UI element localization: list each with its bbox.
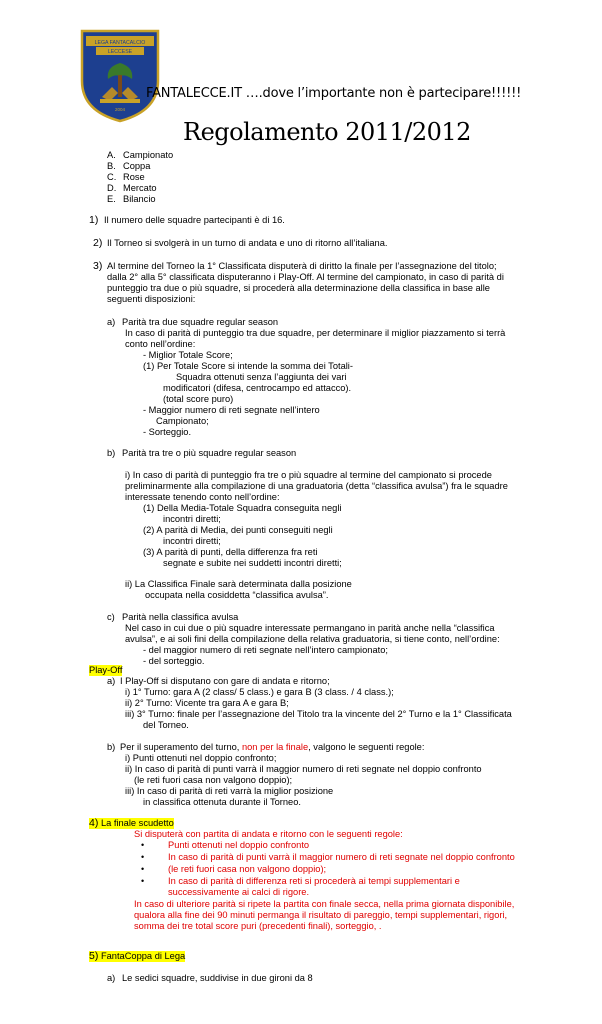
subsection-label: b) (107, 742, 116, 752)
section-number: 5) (89, 950, 99, 962)
section-outro: somma dei tre total score puri (precedenti finali), sorteggio, . (134, 921, 382, 931)
bullet-item: successivamente ai calci di rigore. (168, 887, 310, 897)
section-outro: In caso di ulteriore parità si ripete la partita con finale secca, nella prima giornata disponibile, (134, 899, 515, 909)
section-intro: Si disputerà con partita di andata e ritorno con le seguenti regole: (134, 829, 403, 839)
subsection-title: I Play-Off si disputano con gare di andata e ritorno; (120, 676, 330, 686)
subsection-line: interessate tenendo conto nell’ordine: (125, 492, 280, 502)
toc-letter: C. (107, 172, 117, 182)
subsection-line: ii) In caso di parità di punti varrà il maggior numero di reti segnate nel doppio confronto (125, 764, 482, 774)
toc-item: Rose (123, 172, 145, 182)
subsection-line: avulsa”, e ai soli fini della compilazione della relativa graduatoria, si tiene conto, nell’ordine: (125, 634, 500, 644)
bullet-item: In caso di parità di differenza reti si procederà ai tempi supplementari e (168, 876, 460, 886)
section-heading-text: La finale scudetto (100, 818, 174, 828)
section-5-heading (89, 951, 185, 962)
lega-fantacalcio-leccese-logo (78, 27, 162, 123)
subsection-line: (le reti fuori casa non valgono doppio); (134, 775, 293, 785)
toc-letter: A. (107, 150, 116, 160)
logo-banner-line2: LECCESE (107, 49, 133, 55)
section-line: Al termine del Torneo la 1° Classificata disputerà di diritto la finale per l’assegnazione del titolo; (107, 261, 497, 271)
section-heading-text: FantaCoppa di Lega (100, 951, 186, 961)
section-text: Il Torneo si svolgerà in un turno di andata e uno di ritorno all’italiana. (107, 238, 388, 248)
site-header: FANTALECCE.IT ….dove l’importante non è partecipare!!!!!! (146, 86, 522, 101)
subsection-label: c) (107, 612, 115, 622)
bullet-icon: • (141, 876, 145, 886)
bullet-icon: • (141, 864, 145, 874)
toc-item: Campionato (123, 150, 174, 160)
subsection-label: a) (107, 676, 116, 686)
subsection-line: (1) Per Totale Score si intende la somma dei Totali- (143, 361, 353, 371)
subsection-line: (total score puro) (163, 394, 234, 404)
section-outro: qualora alla fine dei 90 minuti permanga il risultato di pareggio, tempi supplementari, rigori, (134, 910, 508, 920)
bullet-icon: • (141, 840, 145, 850)
toc-letter: E. (107, 194, 116, 204)
subsection-line: occupata nella cosiddetta “classifica avulsa”. (145, 590, 329, 600)
subsection-line: conto nell’ordine: (125, 339, 196, 349)
section-4-heading (89, 818, 174, 829)
toc-letter: B. (107, 161, 116, 171)
section-number: 1) (89, 214, 99, 226)
subsection-line: - del sorteggio. (143, 656, 205, 666)
bullet-item: Punti ottenuti nel doppio confronto (168, 840, 310, 850)
bullet-item: (le reti fuori casa non valgono doppio); (168, 864, 327, 874)
subsection-title: Le sedici squadre, suddivise in due gironi da 8 (122, 973, 313, 983)
logo-banner-line1: LEGA FANTACALCIO (94, 40, 146, 46)
subsection-line: ii) 2° Turno: Vicente tra gara A e gara B; (125, 698, 289, 708)
rule-text: , valgono le seguenti regole: (308, 742, 425, 752)
subsection-line: modificatori (difesa, centrocampo ed attacco). (163, 383, 352, 393)
page-title: Regolamento 2011/2012 (183, 118, 471, 146)
subsection-label: a) (107, 973, 116, 983)
subsection-line: iii) In caso di parità di reti varrà la miglior posizione (125, 786, 334, 796)
subsection-line: incontri diretti; (163, 514, 221, 524)
section-number: 4) (89, 817, 99, 829)
rule-text-red: non per la finale (241, 742, 309, 752)
toc-item: Mercato (123, 183, 157, 193)
toc-item: Coppa (123, 161, 151, 171)
section-number: 2) (93, 237, 103, 249)
subsection-line: (1) Della Media-Totale Squadra conseguita negli (143, 503, 342, 513)
bullet-icon: • (141, 852, 145, 862)
toc-letter: D. (107, 183, 117, 193)
subsection-title (120, 742, 424, 753)
subsection-line: in classifica ottenuta durante il Torneo. (143, 797, 301, 807)
subsection-line: - Maggior numero di reti segnate nell’intero (143, 405, 320, 415)
subsection-line: ii) La Classifica Finale sarà determinata dalla posizione (125, 579, 352, 589)
logo-year: 2004 (114, 107, 126, 112)
bullet-item: In caso di parità di punti varrà il maggior numero di reti segnate nel doppio confronto (168, 852, 515, 862)
toc-item: Bilancio (123, 194, 156, 204)
section-text: Il numero delle squadre partecipanti è di 16. (104, 215, 285, 225)
subsection-line: In caso di parità di punteggio tra due squadre, per determinare il miglior piazzamento si terrà (125, 328, 506, 338)
subsection-line: segnate e subite nei suddetti incontri diretti; (163, 558, 342, 568)
subsection-line: Squadra ottenuti senza l’aggiunta dei vari (176, 372, 347, 382)
subsection-line: - Miglior Totale Score; (143, 350, 233, 360)
section-line: punteggio tra due o più squadre, si procederà alla determinazione della classifica in base alle (107, 283, 490, 293)
subsection-title: Parità tra due squadre regular season (122, 317, 279, 327)
subsection-line: i) Punti ottenuti nel doppio confronto; (125, 753, 277, 763)
playoff-heading: Play-Off (89, 665, 123, 675)
subsection-label: a) (107, 317, 116, 327)
subsection-line: i) In caso di parità di punteggio fra tre o più squadre al termine del campionato si procede (125, 470, 492, 480)
subsection-line: Nel caso in cui due o più squadre interessate permangano in parità anche nella “classifica (125, 623, 495, 633)
section-number: 3) (93, 260, 103, 272)
rule-text: Per il superamento del turno, (120, 742, 242, 752)
section-line: seguenti disposizioni: (107, 294, 196, 304)
subsection-title: Parità tra tre o più squadre regular season (122, 448, 297, 458)
subsection-title: Parità nella classifica avulsa (122, 612, 239, 622)
subsection-line: Campionato; (156, 416, 209, 426)
subsection-line: (3) A parità di punti, della differenza fra reti (143, 547, 318, 557)
subsection-line: incontri diretti; (163, 536, 221, 546)
subsection-line: (2) A parità di Media, dei punti conseguiti negli (143, 525, 333, 535)
section-line: dalla 2° alla 5° classificata disputeranno i Play-Off. Al termine del campionato, in caso di parità di (107, 272, 504, 282)
subsection-label: b) (107, 448, 116, 458)
subsection-line: i) 1° Turno: gara A (2 class/ 5 class.) e gara B (3 class. / 4 class.); (125, 687, 394, 697)
subsection-line: preliminarmente alla compilazione di una graduatoria (detta “classifica avulsa”) fra le squadre (125, 481, 508, 491)
subsection-line: iii) 3° Turno: finale per l’assegnazione del Titolo tra la vincente del 2° Turno e la 1° Classificata (125, 709, 512, 719)
subsection-line: - del maggior numero di reti segnate nell’intero campionato; (143, 645, 388, 655)
subsection-line: del Torneo. (143, 720, 189, 730)
subsection-line: - Sorteggio. (143, 427, 192, 437)
